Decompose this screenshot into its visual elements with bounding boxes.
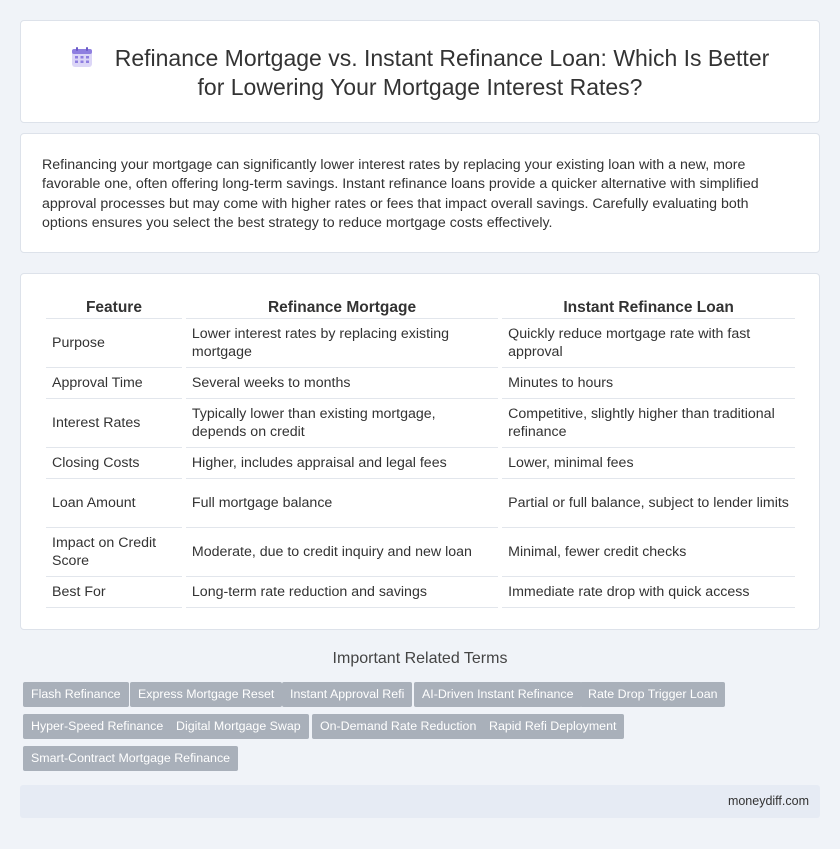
row-refinance-mortgage: Higher, includes appraisal and legal fees bbox=[186, 448, 498, 479]
table-row bbox=[46, 577, 795, 608]
page-title bbox=[21, 44, 819, 102]
tag-rapid-refi-deployment[interactable]: Rapid Refi Deployment bbox=[481, 714, 624, 739]
tag-flash-refinance[interactable]: Flash Refinance bbox=[23, 682, 129, 707]
row-feature: Best For bbox=[46, 577, 182, 608]
row-refinance-mortgage: Lower interest rates by replacing existing mortgage bbox=[186, 319, 498, 368]
table-row bbox=[46, 528, 795, 577]
tag-smart-contract-mortgage-refinance[interactable]: Smart-Contract Mortgage Refinance bbox=[23, 746, 238, 771]
row-feature: Closing Costs bbox=[46, 448, 182, 479]
title-card bbox=[20, 20, 820, 123]
row-refinance-mortgage: Typically lower than existing mortgage, depends on credit bbox=[186, 399, 498, 448]
row-instant-refinance-loan: Competitive, slightly higher than traditional refinance bbox=[502, 399, 795, 448]
row-instant-refinance-loan: Immediate rate drop with quick access bbox=[502, 577, 795, 608]
row-feature: Interest Rates bbox=[46, 399, 182, 448]
row-refinance-mortgage: Moderate, due to credit inquiry and new loan bbox=[186, 528, 498, 577]
comparison-table-card bbox=[20, 273, 820, 630]
row-instant-refinance-loan: Minutes to hours bbox=[502, 368, 795, 399]
row-instant-refinance-loan: Quickly reduce mortgage rate with fast approval bbox=[502, 319, 795, 368]
table-header-row bbox=[46, 297, 795, 319]
row-instant-refinance-loan: Lower, minimal fees bbox=[502, 448, 795, 479]
tag-ai-driven-instant-refinance[interactable]: AI-Driven Instant Refinance bbox=[414, 682, 582, 707]
row-refinance-mortgage: Several weeks to months bbox=[186, 368, 498, 399]
table-row bbox=[46, 479, 795, 528]
intro-paragraph: Refinancing your mortgage can significantly lower interest rates by replacing your existing loan with a new, more favorable one, often offering long-term savings. Instant refinance loans provide a quicker alternative with simplified approval processes but may come with higher rates or fees that impact overall savings. Carefully evaluating both options ensures you select the best strategy to reduce mortgage costs effectively. bbox=[42, 157, 759, 232]
table-row bbox=[46, 448, 795, 479]
row-feature: Approval Time bbox=[46, 368, 182, 399]
footer-site: moneydiff.com bbox=[727, 794, 809, 808]
tag-instant-approval-refi[interactable]: Instant Approval Refi bbox=[282, 682, 412, 707]
intro-card bbox=[20, 133, 820, 253]
table-row bbox=[46, 368, 795, 399]
title-line-2: for Lowering Your Mortgage Interest Rates? bbox=[197, 74, 643, 100]
tag-rate-drop-trigger-loan[interactable]: Rate Drop Trigger Loan bbox=[580, 682, 725, 707]
row-instant-refinance-loan: Minimal, fewer credit checks bbox=[502, 528, 795, 577]
calendar-icon bbox=[71, 46, 93, 68]
title-line-1: Refinance Mortgage vs. Instant Refinance Loan: Which Is Better bbox=[114, 45, 770, 71]
row-feature: Loan Amount bbox=[46, 479, 182, 528]
comparison-table bbox=[42, 297, 799, 608]
tag-hyper-speed-refinance[interactable]: Hyper-Speed Refinance bbox=[23, 714, 171, 739]
footer bbox=[20, 785, 820, 818]
row-feature: Impact on Credit Score bbox=[46, 528, 182, 577]
header-feature: Feature bbox=[46, 297, 182, 319]
related-terms-heading: Important Related Terms bbox=[332, 650, 508, 667]
header-instant-refinance-loan: Instant Refinance Loan bbox=[502, 297, 795, 319]
header-refinance-mortgage: Refinance Mortgage bbox=[186, 297, 498, 319]
row-feature: Purpose bbox=[46, 319, 182, 368]
tag-digital-mortgage-swap[interactable]: Digital Mortgage Swap bbox=[168, 714, 309, 739]
table-row bbox=[46, 399, 795, 448]
tag-on-demand-rate-reduction[interactable]: On-Demand Rate Reduction bbox=[312, 714, 484, 739]
row-instant-refinance-loan: Partial or full balance, subject to lender limits bbox=[502, 479, 795, 528]
table-row bbox=[46, 319, 795, 368]
row-refinance-mortgage: Long-term rate reduction and savings bbox=[186, 577, 498, 608]
tag-express-mortgage-reset[interactable]: Express Mortgage Reset bbox=[130, 682, 282, 707]
row-refinance-mortgage: Full mortgage balance bbox=[186, 479, 498, 528]
